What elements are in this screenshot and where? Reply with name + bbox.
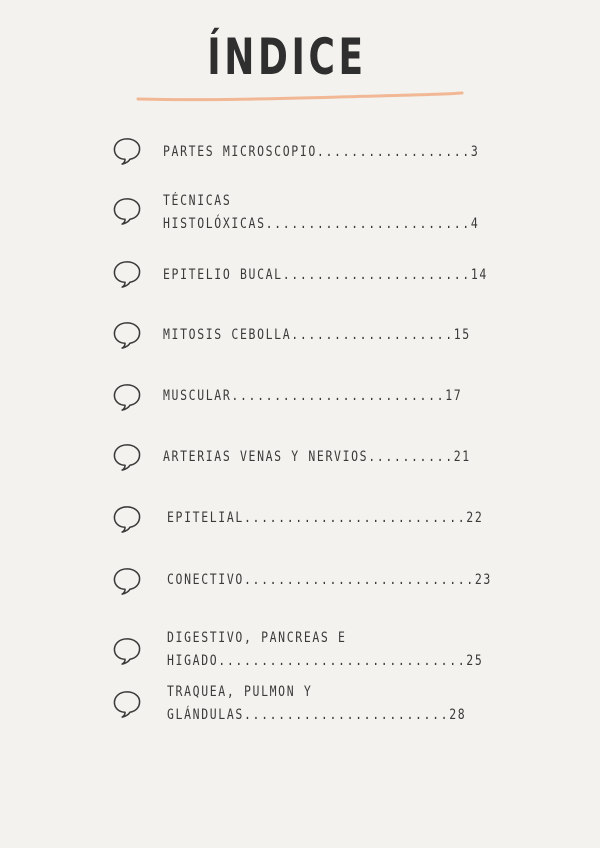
speech-bubble-icon <box>112 382 142 412</box>
toc-entry-line: HIGADO.............................25 <box>167 653 484 669</box>
speech-bubble-icon <box>112 636 142 666</box>
toc-entry-line: EPITELIAL..........................22 <box>167 510 484 526</box>
toc-entry-line: HISTOLÓXICAS........................4 <box>163 216 480 232</box>
toc-entry-text <box>167 681 466 727</box>
toc-entry-line: MUSCULAR.........................17 <box>163 388 463 404</box>
toc-entry-text <box>163 446 471 469</box>
speech-bubble-icon <box>112 320 142 350</box>
speech-bubble-icon <box>112 196 142 226</box>
toc-entry-line: CONECTIVO...........................23 <box>167 572 492 588</box>
toc-entry-line: MITOSIS CEBOLLA...................15 <box>163 327 471 343</box>
toc-entry-line: ARTERIAS VENAS Y NERVIOS..........21 <box>163 449 471 465</box>
toc-entry-line: TRAQUEA, PULMON Y <box>167 684 313 700</box>
speech-bubble-icon <box>112 504 142 534</box>
toc-entry-line: TÉCNICAS <box>163 193 232 209</box>
title-underline <box>136 90 466 104</box>
toc-entry-text <box>167 569 492 592</box>
speech-bubble-icon <box>112 689 142 719</box>
speech-bubble-icon <box>112 566 142 596</box>
speech-bubble-icon <box>112 136 142 166</box>
toc-entry-text <box>163 264 488 287</box>
toc-entry-text <box>167 627 483 673</box>
speech-bubble-icon <box>112 259 142 289</box>
toc-entry-text <box>163 141 479 164</box>
speech-bubble-icon <box>112 442 142 472</box>
toc-entry-text <box>163 324 471 347</box>
toc-entry-line: EPITELIO BUCAL......................14 <box>163 267 488 283</box>
toc-entry-text <box>163 190 479 236</box>
page-title: ÍNDICE <box>207 28 367 86</box>
toc-entry-line: DIGESTIVO, PANCREAS E <box>167 630 347 646</box>
toc-entry-text <box>163 385 462 408</box>
toc-entry-line: GLÁNDULAS........................28 <box>167 707 467 723</box>
toc-entry-line: PARTES MICROSCOPIO..................3 <box>163 144 480 160</box>
toc-entry-text <box>167 507 483 530</box>
